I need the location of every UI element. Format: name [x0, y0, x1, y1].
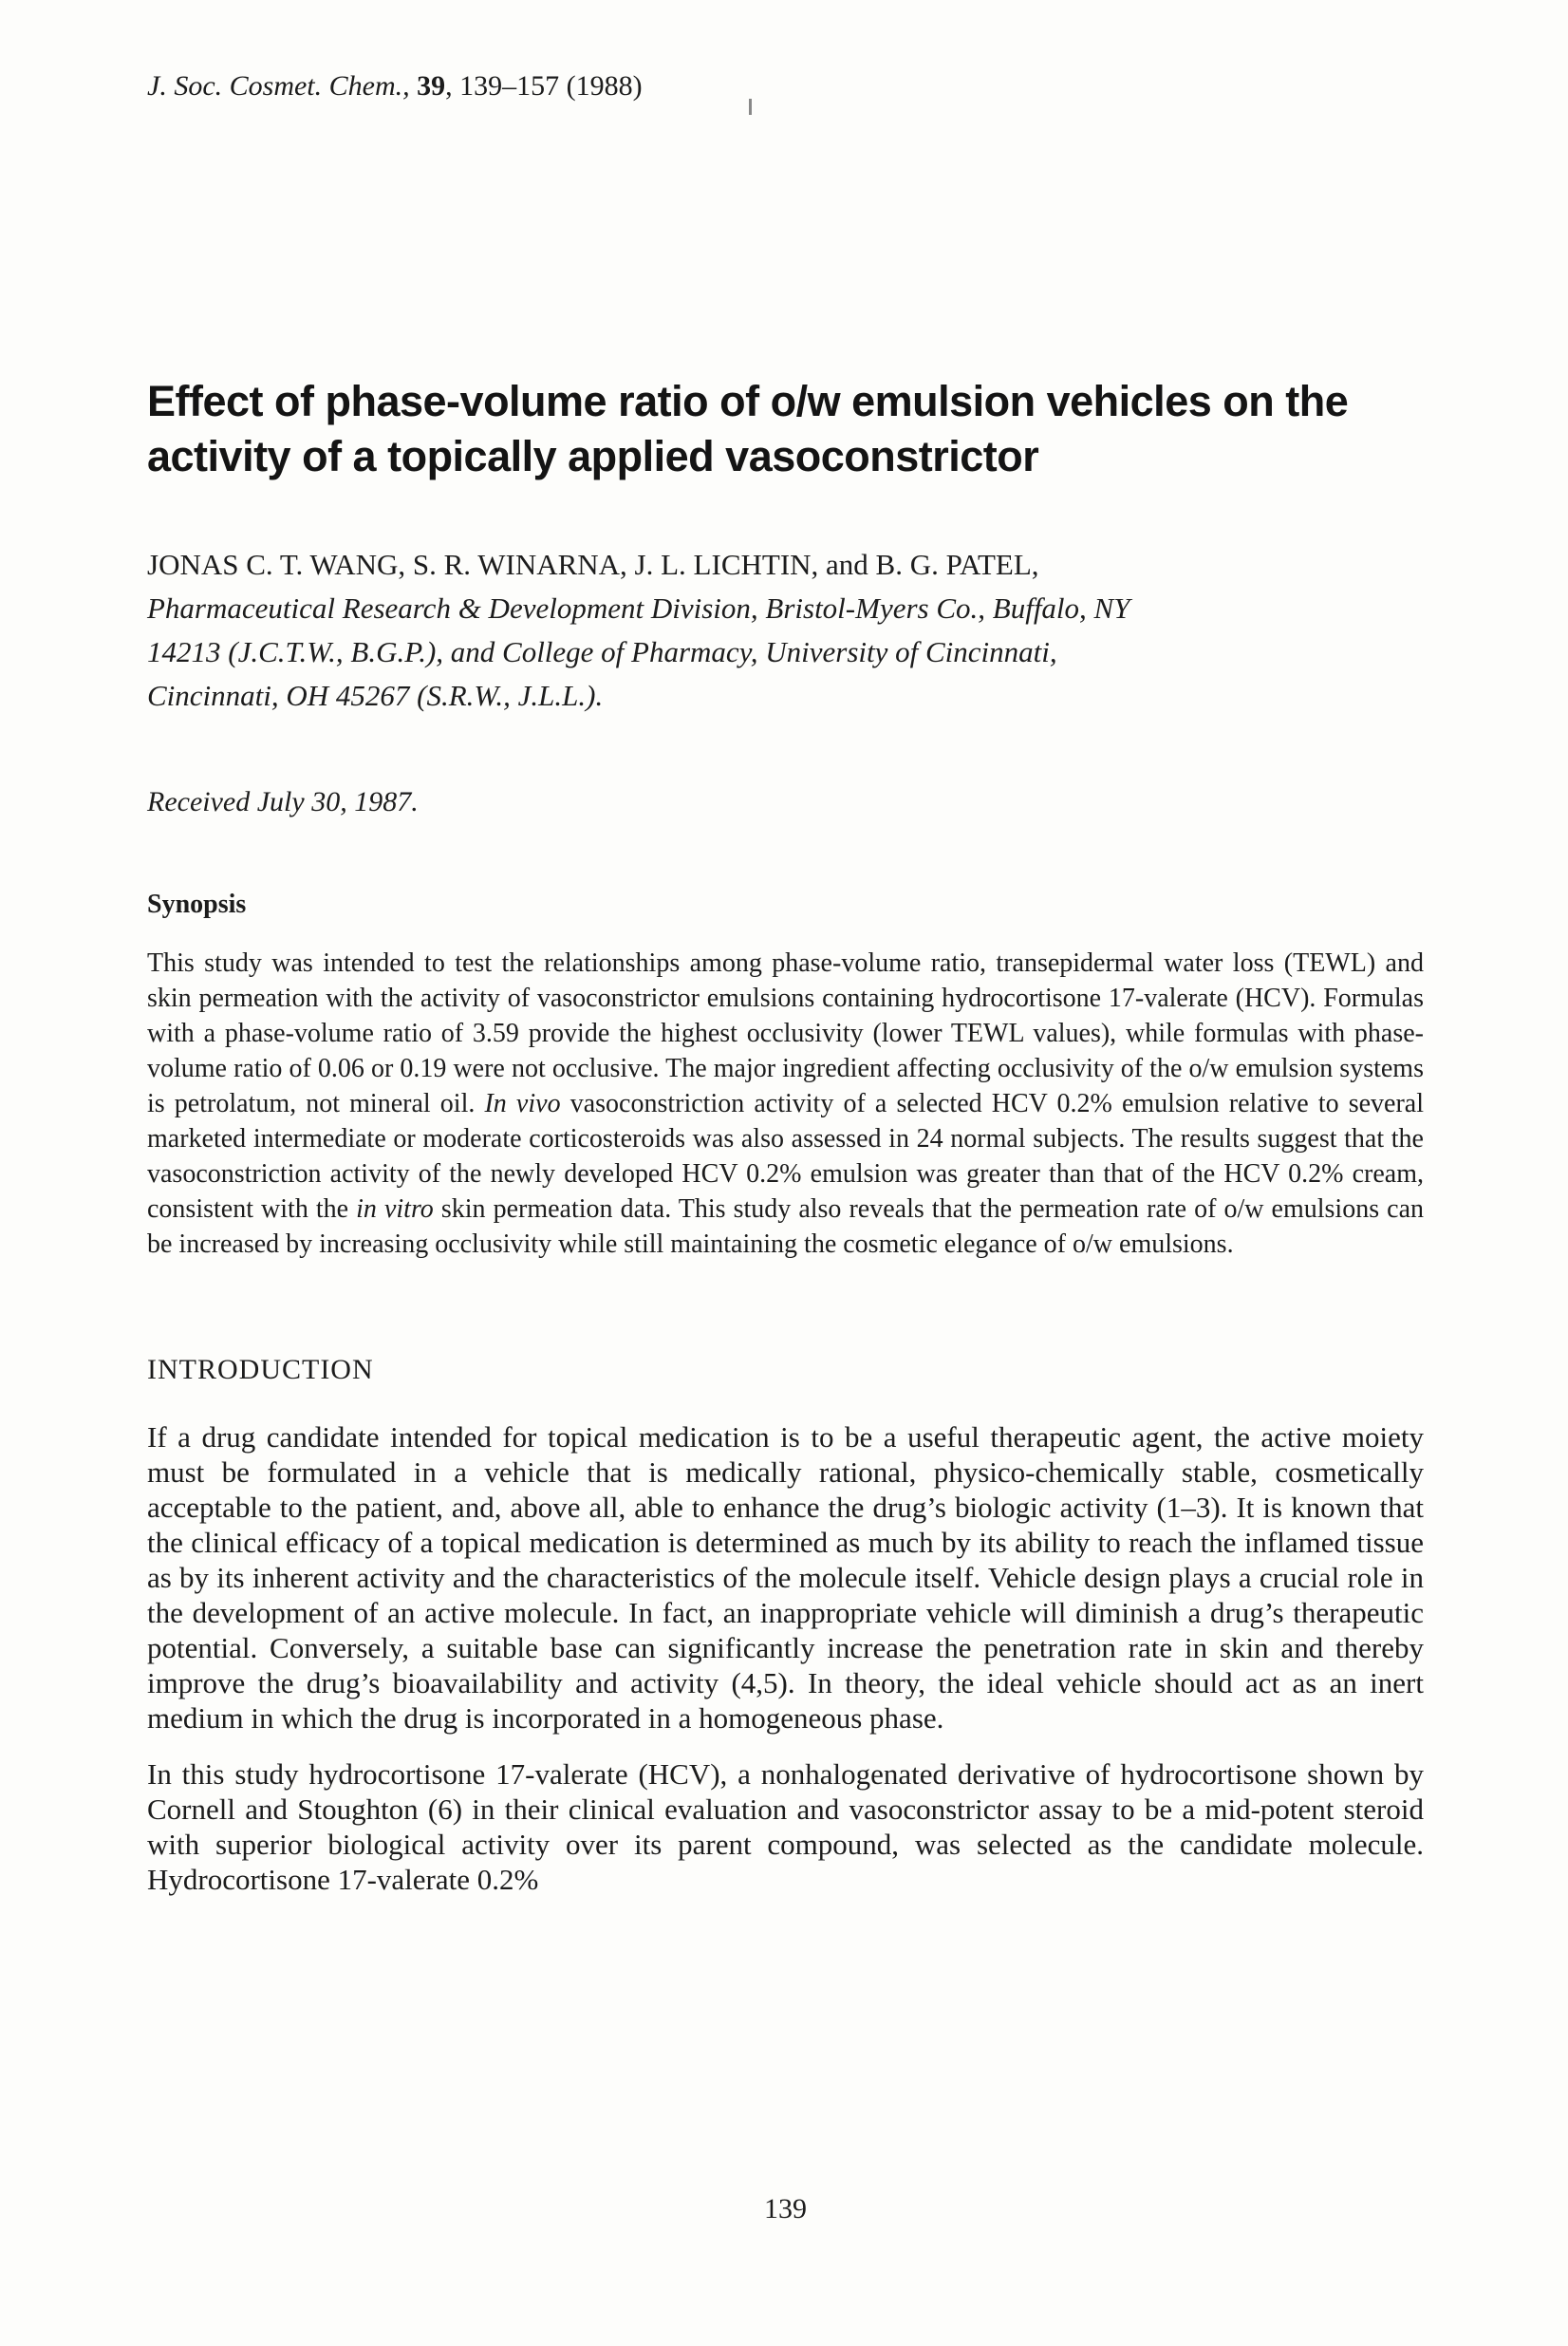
article-title: Effect of phase-volume ratio of o/w emulsion vehicles on the activity of a topically applied vasoconstrictor [147, 377, 1349, 480]
synopsis-term-in-vivo: In vivo [484, 1089, 561, 1118]
journal-citation [147, 68, 1424, 103]
received-date: Received July 30, 1987. [147, 786, 419, 817]
journal-volume: 39 [409, 70, 446, 102]
synopsis-segment-1: This study was intended to test the relationships among phase-volume ratio, transepidermal water loss (TEWL) and skin permeation with the activity of vasoconstrictor emulsions containing hydrocortisone 17-valerate (HCV). Formulas with a phase-volume ratio of 3.59 provide the highest occlusivity (lower TEWL values), while formulas with phase-volume ratio of 0.06 or 0.19 were not occlusive. The major ingredient affecting occlusivity of the o/w emulsion systems is petrolatum, not mineral oil. [147, 948, 1424, 1118]
journal-name: J. Soc. Cosmet. Chem., [147, 70, 410, 102]
author-affiliations: Pharmaceutical Research & Development Division, Bristol-Myers Co., Buffalo, NY 14213 (J.C.T.W., B.G.P.), and College of Pharmacy, University of Cincinnati, Cincinnati, OH 45267 (S.R.W., J.L.L.). [147, 591, 1130, 712]
author-affiliation-block [147, 543, 1144, 718]
synopsis-heading: Synopsis [147, 890, 247, 919]
synopsis-segment-3: skin permeation data. This study also reveals that the permeation rate of o/w emulsions can be increased by increasing occlusivity while still maintaining the cosmetic elegance of o/w emulsions. [147, 1194, 1424, 1259]
page-number: 139 [764, 2193, 807, 2224]
journal-pages-year: , 139–157 (1988) [445, 70, 643, 102]
scan-artifact-dash [749, 99, 752, 115]
synopsis-term-in-vitro: in vitro [356, 1194, 434, 1224]
introduction-paragraph-1: If a drug candidate intended for topical medication is to be a useful therapeutic agent, the active moiety must be formulated in a vehicle that is medically rational, physico-chemically stable, cosmetically acceptable to the patient, and, above all, able to enhance the drug’s biologic activity (1–3). It is known that the clinical efficacy of a topical medication is determined as much by its ability to reach the inflamed tissue as by its inherent activity and the characteristics of the molecule itself. Vehicle design plays a crucial role in the development of an active molecule. In fact, an inappropriate vehicle will diminish a drug’s therapeutic potential. Conversely, a suitable base can significantly increase the penetration rate in skin and thereby improve the drug’s bioavailability and activity (4,5). In theory, the ideal vehicle should act as an inert medium in which the drug is incorporated in a homogeneous phase. [147, 1420, 1424, 1735]
introduction-heading: INTRODUCTION [147, 1354, 374, 1385]
author-names: JONAS C. T. WANG, S. R. WINARNA, J. L. LICHTIN, and B. G. PATEL, [147, 548, 1039, 581]
synopsis-segment-2: vasoconstriction activity of a selected HCV 0.2% emulsion relative to several marketed intermediate or moderate corticosteroids was also assessed in 24 normal subjects. The results suggest that the vasoconstriction activity of the newly developed HCV 0.2% emulsion was greater than that of the HCV 0.2% cream, consistent with the [147, 1089, 1425, 1224]
introduction-paragraph-2: In this study hydrocortisone 17-valerate (HCV), a nonhalogenated derivative of hydrocortisone shown by Cornell and Stoughton (6) in their clinical evaluation and vasoconstrictor assay to be a mid-potent steroid with superior biological activity over its parent compound, was selected as the candidate molecule. Hydrocortisone 17-valerate 0.2% [147, 1757, 1424, 1896]
synopsis-text [147, 946, 1424, 1262]
